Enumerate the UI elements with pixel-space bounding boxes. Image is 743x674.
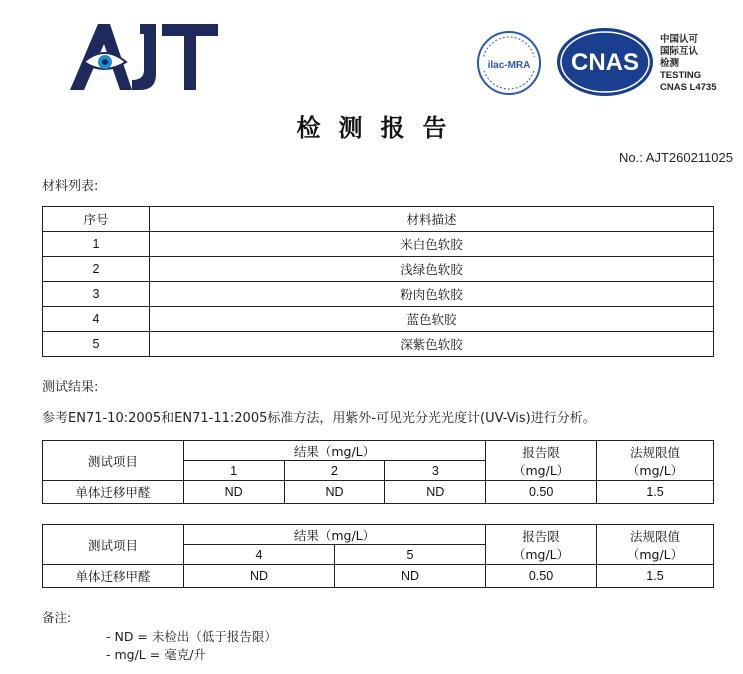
cnas-line: 国际互认	[660, 46, 699, 57]
cnas-accreditation-text	[660, 34, 717, 94]
svg-text:ilac-MRA: ilac-MRA	[487, 60, 531, 71]
result-value: ND	[184, 565, 335, 588]
test-item: 单体迁移甲醛	[43, 481, 184, 504]
header-cell: 材料描述	[150, 207, 714, 232]
table-cell: 粉肉色软胶	[150, 282, 714, 307]
regulation-header	[597, 525, 714, 565]
cnas-line: CNAS L4735	[660, 82, 717, 93]
table-row	[43, 565, 714, 588]
item-header: 测试项目	[43, 525, 184, 565]
table-cell: 2	[43, 257, 150, 282]
regulation-header	[597, 441, 714, 481]
table-row	[43, 332, 714, 357]
table-header-row	[43, 207, 714, 232]
results-table-1	[42, 440, 714, 504]
result-header: 结果（mg/L）	[183, 441, 485, 461]
result-header: 结果（mg/L）	[184, 525, 486, 545]
cnas-line: 检测	[660, 58, 680, 69]
result-value: ND	[183, 481, 284, 504]
sample-column-header: 2	[284, 461, 385, 481]
header-cell: 序号	[43, 207, 150, 232]
note-line: - mg/L = 毫克/升	[106, 647, 206, 662]
regulation-limit-value: 1.5	[597, 481, 714, 504]
note-line: - ND = 未检出（低于报告限）	[106, 629, 277, 644]
table-cell: 浅绿色软胶	[150, 257, 714, 282]
test-item: 单体迁移甲醛	[43, 565, 184, 588]
test-method: 参考EN71-10:2005和EN71-11:2005标准方法，用紫外-可见光分光光度计(UV-Vis)进行分析。	[42, 411, 596, 426]
table-cell: 3	[43, 282, 150, 307]
regulation-header-line: （mg/L）	[626, 462, 684, 478]
table-cell: 4	[43, 307, 150, 332]
regulation-limit-value: 1.5	[597, 565, 714, 588]
table-cell: 蓝色软胶	[150, 307, 714, 332]
materials-label: 材料列表:	[42, 179, 99, 194]
item-header: 测试项目	[43, 441, 184, 481]
table-row	[43, 257, 714, 282]
sample-column-header: 5	[335, 545, 486, 565]
regulation-header-line: 法规限值	[629, 528, 680, 544]
limit-header-line: 报告限	[522, 444, 560, 460]
results-label: 测试结果:	[42, 380, 99, 395]
svg-text:CNAS: CNAS	[570, 49, 640, 76]
report-limit-value: 0.50	[486, 565, 597, 588]
result-value: ND	[385, 481, 486, 504]
report-limit-value: 0.50	[486, 481, 597, 504]
limit-header-line: （mg/L）	[513, 462, 570, 478]
materials-table	[42, 206, 714, 357]
table-cell: 1	[43, 232, 150, 257]
regulation-header-line: （mg/L）	[626, 546, 684, 562]
cnas-line: TESTING	[660, 70, 702, 81]
report-title: 检测报告	[296, 114, 465, 142]
sample-column-header: 3	[385, 461, 486, 481]
table-row	[43, 232, 714, 257]
cnas-logo	[555, 26, 655, 98]
ilac-mra-logo	[476, 30, 542, 96]
limit-header-line: （mg/L）	[512, 546, 570, 562]
limit-header-line: 报告限	[522, 528, 560, 544]
results-table-2	[42, 524, 714, 588]
regulation-header-line: 法规限值	[630, 444, 681, 460]
table-cell: 深紫色软胶	[150, 332, 714, 357]
table-row	[43, 282, 714, 307]
ajt-logo	[70, 22, 220, 92]
sample-column-header: 4	[184, 545, 335, 565]
report-number: No.: AJT260211025	[619, 150, 733, 165]
notes-label: 备注:	[42, 610, 72, 625]
result-value: ND	[284, 481, 385, 504]
limit-header	[486, 441, 597, 481]
sample-column-header: 1	[183, 461, 284, 481]
table-row	[43, 481, 714, 504]
table-cell: 米白色软胶	[150, 232, 714, 257]
result-value: ND	[335, 565, 486, 588]
table-row	[43, 307, 714, 332]
limit-header	[486, 525, 597, 565]
cnas-line: 中国认可	[660, 34, 699, 45]
table-cell: 5	[43, 332, 150, 357]
